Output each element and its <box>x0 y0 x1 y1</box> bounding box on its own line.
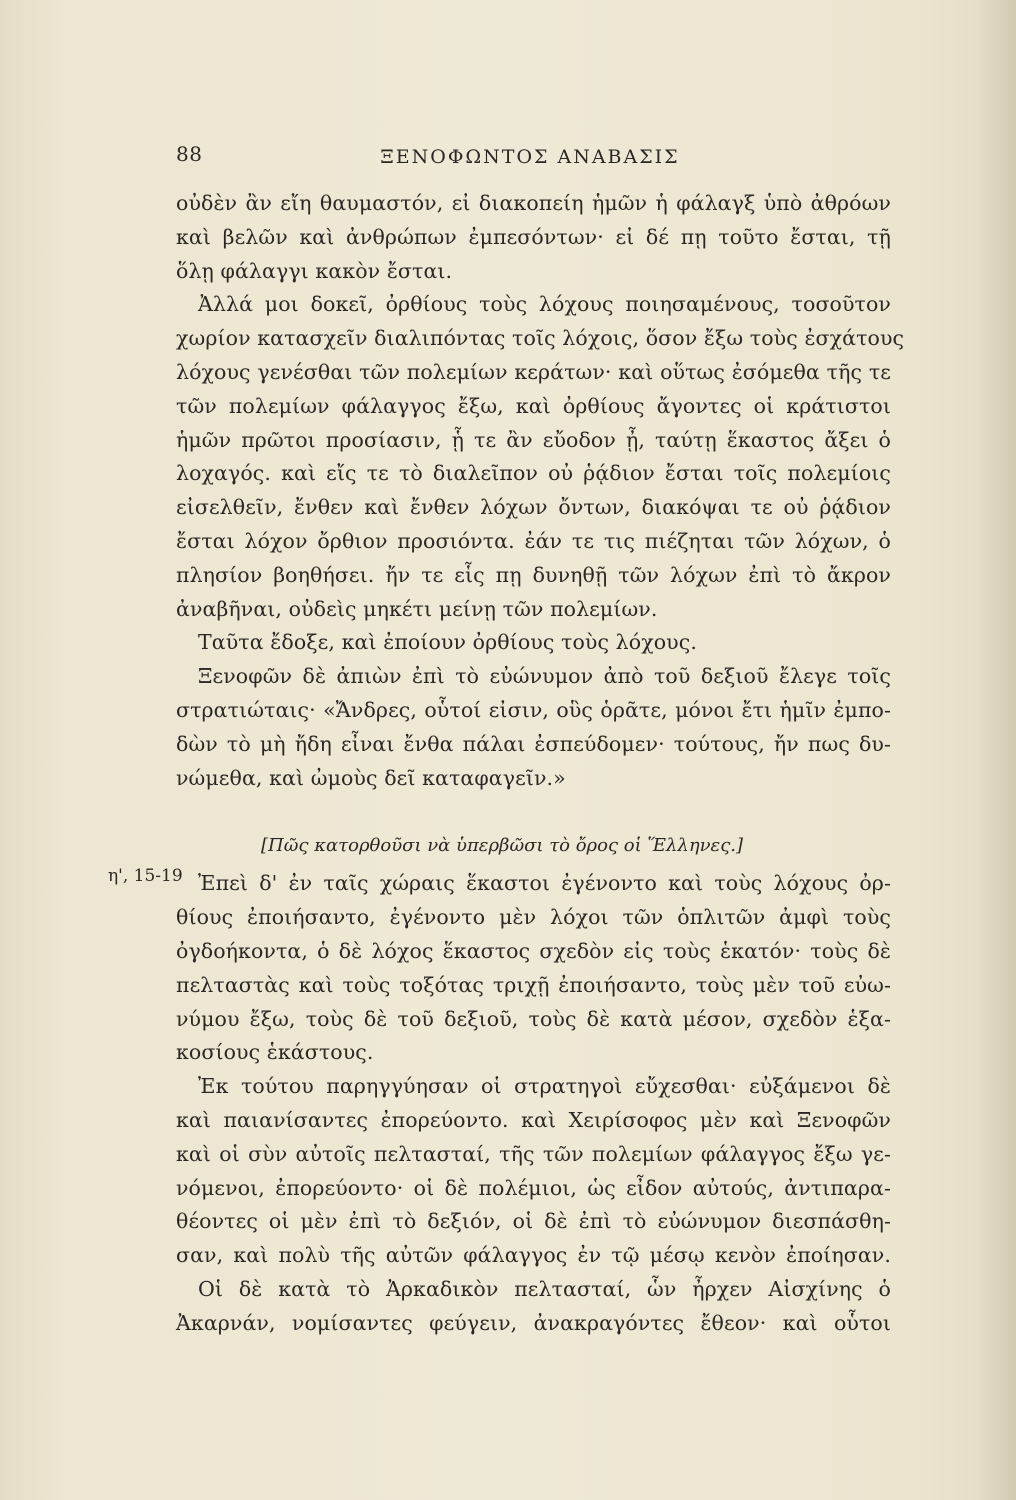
text-line: Οἱ δὲ κατὰ τὸ Ἀρκαδικὸν πελτασταί, ὧν ἦρχεν Αἰσχίνης ὁ <box>198 1276 891 1301</box>
text-line: θέοντες οἱ μὲν ἐπὶ τὸ δεξιόν, οἱ δὲ ἐπὶ τὸ εὐώνυμον διεσπάσθη- <box>176 1209 891 1234</box>
margin-reference: η', 15-19 <box>108 866 183 886</box>
text-line: Ἀλλά μοι δοκεῖ, ὀρθίους τοὺς λόχους ποιησαμένους, τοσοῦτον <box>198 292 891 317</box>
section-heading: [Πῶς κατορθοῦσι νὰ ὑπερβῶσι τὸ ὄρος οἱ Ἕλληνες.] <box>261 835 744 857</box>
text-line: πελταστὰς καὶ τοὺς τοξότας τριχῇ ἐποιήσαντο, τοὺς μὲν τοῦ εὐω- <box>176 972 891 997</box>
text-line: χωρίον κατασχεῖν διαλιπόντας τοῖς λόχοις, ὅσον ἔξω τοὺς ἐσχάτους <box>176 326 905 351</box>
text-line: ἔσται λόχον ὄρθιον προσιόντα. ἐάν τε τις πιέζηται τῶν λόχων, ὁ <box>176 528 891 553</box>
text-line: Ἀκαρνάν, νομίσαντες φεύγειν, ἀνακραγόντες ἔθεον· καὶ οὗτοι <box>176 1310 891 1335</box>
text-line: Ξενοφῶν δὲ ἀπιὼν ἐπὶ τὸ εὐώνυμον ἀπὸ τοῦ δεξιοῦ ἔλεγε τοῖς <box>198 664 891 689</box>
text-line: Ταῦτα ἔδοξε, καὶ ἐποίουν ὀρθίους τοὺς λόχους. <box>198 630 697 655</box>
text-line: καὶ παιανίσαντες ἐπορεύοντο. καὶ Χειρίσοφος μὲν καὶ Ξενοφῶν <box>176 1107 891 1132</box>
text-line: ἀναβῆναι, οὐδεὶς μηκέτι μείνῃ τῶν πολεμίων. <box>176 596 658 621</box>
text-line: κοσίους ἑκάστους. <box>176 1040 374 1065</box>
page-number: 88 <box>176 142 203 166</box>
text-line: καὶ βελῶν καὶ ἀνθρώπων ἐμπεσόντων· εἰ δέ πῃ τοῦτο ἔσται, τῇ <box>176 224 891 249</box>
text-line: νόμενοι, ἐπορεύοντο· οἱ δὲ πολέμιοι, ὡς εἶδον αὐτούς, ἀντιπαρα- <box>176 1175 891 1200</box>
text-line: θίους ἐποιήσαντο, ἐγένοντο μὲν λόχοι τῶν ὁπλιτῶν ἀμφὶ τοὺς <box>176 905 891 930</box>
text-line: σαν, καὶ πολὺ τῆς αὐτῶν φάλαγγος ἐν τῷ μέσῳ κενὸν ἐποίησαν. <box>176 1243 891 1268</box>
text-line: νώμεθα, καὶ ὠμοὺς δεῖ καταφαγεῖν.» <box>176 765 566 790</box>
text-line: λόχους γενέσθαι τῶν πολεμίων κεράτων· καὶ οὕτως ἐσόμεθα τῆς τε <box>176 359 891 384</box>
text-line: εἰσελθεῖν, ἔνθεν καὶ ἔνθεν λόχων ὄντων, διακόψαι τε οὐ ῥᾴδιον <box>176 495 891 520</box>
text-line: ὅλῃ φάλαγγι κακὸν ἔσται. <box>176 258 453 283</box>
main-text <box>176 187 905 1341</box>
text-line: ὀγδοήκοντα, ὁ δὲ λόχος ἕκαστος σχεδὸν εἰς τοὺς ἑκατόν· τοὺς δὲ <box>176 938 891 963</box>
text-line: νύμου ἔξω, τοὺς δὲ τοῦ δεξιοῦ, τοὺς δὲ κατὰ μέσον, σχεδὸν ἑξα- <box>176 1006 891 1031</box>
text-line: τῶν πολεμίων φάλαγγος ἔξω, καὶ ὀρθίους ἄγοντες οἱ κράτιστοι <box>176 393 891 418</box>
running-head: ΞΕΝΟΦΩΝΤΟΣ ΑΝΑΒΑΣΙΣ <box>380 146 680 168</box>
text-line: Ἐπεὶ δ' ἐν ταῖς χώραις ἕκαστοι ἐγένοντο καὶ τοὺς λόχους ὀρ- <box>198 871 891 896</box>
text-line: ἡμῶν πρῶτοι προσίασιν, ᾗ τε ἂν εὔοδον ᾖ, ταύτῃ ἕκαστος ἄξει ὁ <box>176 427 891 452</box>
text-line: Ἐκ τούτου παρηγγύησαν οἱ στρατηγοὶ εὔχεσθαι· εὐξάμενοι δὲ <box>198 1074 891 1099</box>
text-line: καὶ οἱ σὺν αὐτοῖς πελτασταί, τῆς τῶν πολεμίων φάλαγγος ἔξω γε- <box>176 1141 891 1166</box>
text-line: οὐδὲν ἂν εἴη θαυμαστόν, εἰ διακοπείη ἡμῶν ἡ φάλαγξ ὑπὸ ἀθρόων <box>176 191 891 215</box>
text-line: δὼν τὸ μὴ ἤδη εἶναι ἔνθα πάλαι ἐσπεύδομεν· τούτους, ἤν πως δυ- <box>176 731 891 756</box>
text-line: στρατιώταις· «Ἄνδρες, οὗτοί εἰσιν, οὓς ὁρᾶτε, μόνοι ἔτι ἡμῖν ἐμπο- <box>176 697 891 722</box>
spacer <box>176 795 891 829</box>
text-line: λοχαγός. καὶ εἴς τε τὸ διαλεῖπον οὐ ῥᾴδιον ἔσται τοῖς πολεμίοις <box>176 461 891 486</box>
binding-shadow <box>976 0 1016 1500</box>
text-line: πλησίον βοηθήσει. ἤν τε εἷς πῃ δυνηθῇ τῶν λόχων ἐπὶ τὸ ἄκρον <box>176 562 891 587</box>
